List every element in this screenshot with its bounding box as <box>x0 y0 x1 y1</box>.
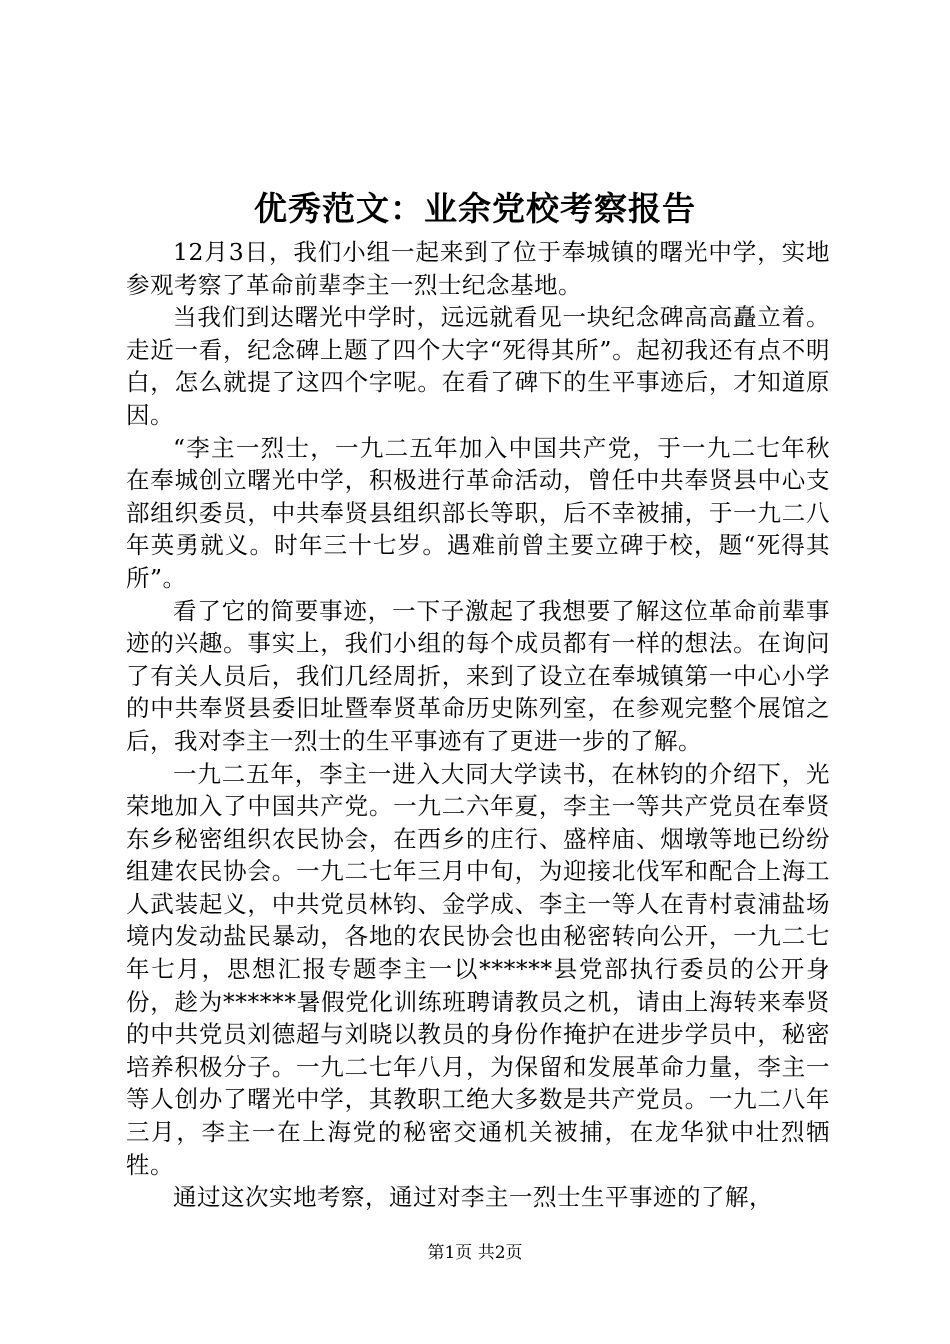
paragraph: 一九二五年，李主一进入大同大学读书，在林钧的介绍下，光荣地加入了中国共产党。一九二六年夏，李主一等共产党员在奉贤东乡秘密组织农民协会，在西乡的庄行、盛梓庙、烟墩等地已纷纷组建农民协会。一九二七年三月中旬，为迎接北伐军和配合上海工人武装起义，中共党员林钧、金学成、李主一等人在青村袁浦盐场境内发动盐民暴动，各地的农民协会也由秘密转向公开，一九二七年七月，思想汇报专题李主一以******县党部执行委员的公开身份，趁为******暑假党化训练班聘请教员之机，请由上海转来奉贤的中共党员刘德超与刘晓以教员的身份作掩护在进步学员中，秘密培养积极分子。一九二七年八月，为保留和发展革命力量，李主一等人创办了曙光中学，其教职工绝大多数是共产党员。一九二八年三月，李主一在上海党的秘密交通机关被捕，在龙华狱中壮烈牺牲。 <box>126 759 830 1179</box>
paragraph: 当我们到达曙光中学时，远远就看见一块纪念碑高高矗立着。走近一看，纪念碑上题了四个大字“死得其所”。起初我还有点不明白，怎么就提了这四个字呢。在看了碑下的生平事迹后，才知道原因。 <box>126 303 830 429</box>
document-title: 优秀范文：业余党校考察报告 <box>254 189 696 228</box>
paragraph: 通过这次实地考察，通过对李主一烈士生平事迹的了解， <box>173 1183 773 1212</box>
page-footer: 第1页 共2页 <box>427 1243 523 1263</box>
document-body <box>126 236 830 1214</box>
paragraph: “李主一烈士，一九二五年加入中国共产党，于一九二七年秋在奉城创立曙光中学，积极进行革命活动，曾任中共奉贤县中心支部组织委员，中共奉贤县组织部长等职，后不幸被捕，于一九二八年英勇就义。时年三十七岁。遇难前曾主要立碑于校，题“死得其所”。 <box>126 433 830 592</box>
paragraph: 看了它的简要事迹，一下子激起了我想要了解这位革命前辈事迹的兴趣。事实上，我们小组的每个成员都有一样的想法。在询问了有关人员后，我们几经周折，来到了设立在奉城镇第一中心小学的中共奉贤县委旧址暨奉贤革命历史陈列室，在参观完整个展馆之后，我对李主一烈士的生平事迹有了更进一步的了解。 <box>126 596 830 755</box>
paragraph: 12月3日，我们小组一起来到了位于奉城镇的曙光中学，实地参观考察了革命前辈李主一烈士纪念基地。 <box>126 238 830 299</box>
